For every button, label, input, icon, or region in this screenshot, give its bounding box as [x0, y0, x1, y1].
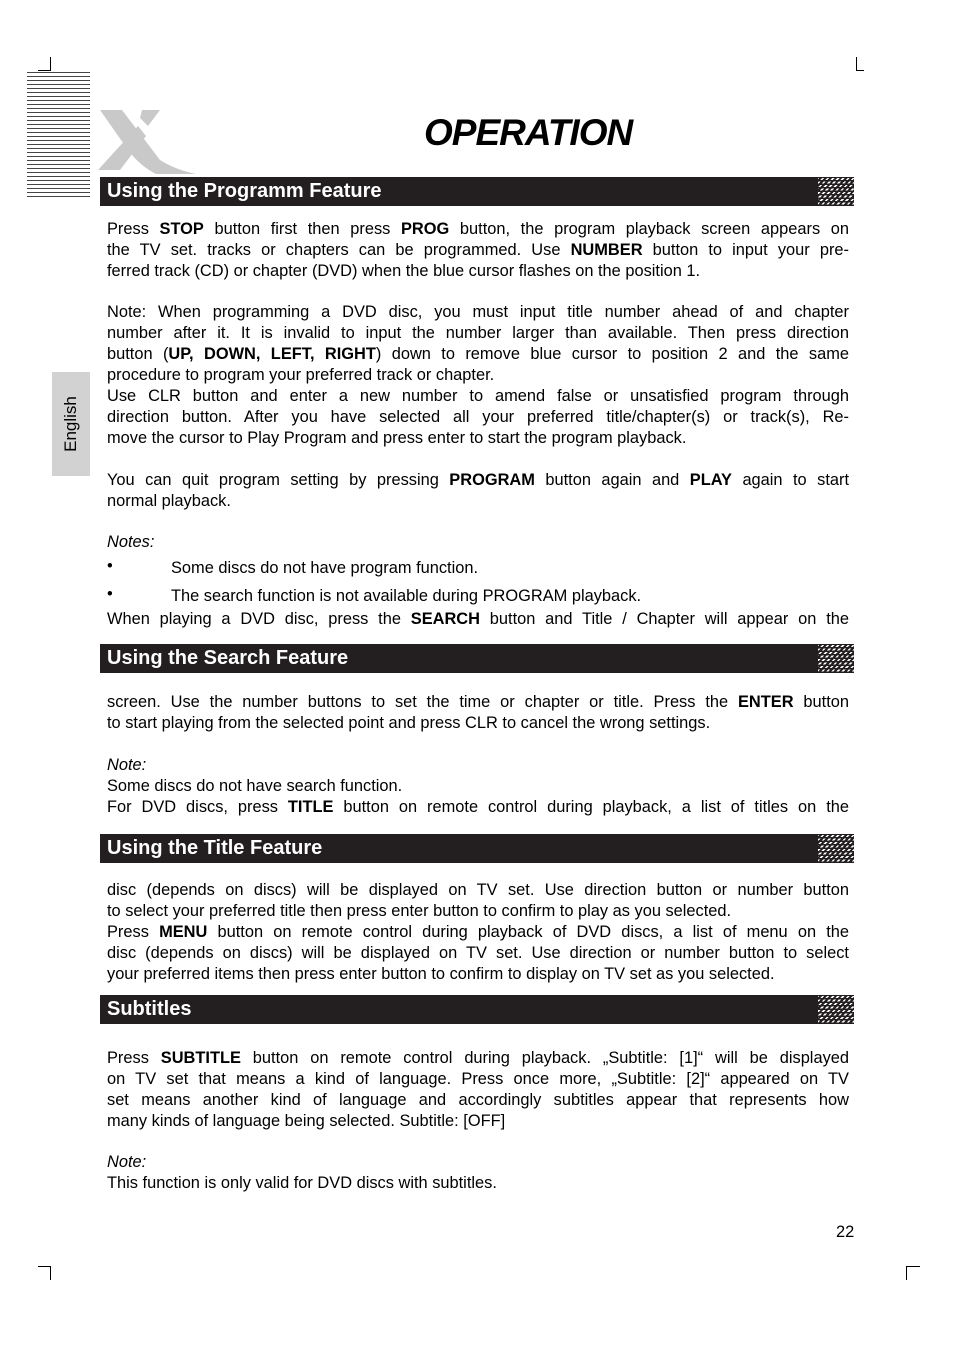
- search-note: Some discs do not have search function.: [107, 777, 403, 795]
- subtitles-note: This function is only valid for DVD discs with subtitles.: [107, 1174, 497, 1192]
- paragraph-program-note: Note: When programming a DVD disc, you must input title number ahead of and chapter number after it. It is invalid to input the number larger than available. Then press direction button (UP, DOWN, LEFT, RIGHT) down to remove blue cursor to position 2 and the same procedure to program your preferred track or chapter. Use CLR button and enter a new number to amend false or unsatisfied program through direction button. After you have selected all your preferred title/chapter(s) or track(s), Re- move the cursor to Play Program and press enter to start the program playback.: [107, 303, 849, 447]
- stripe-line: [27, 192, 90, 193]
- stripe-line: [27, 132, 90, 133]
- stripe-line: [27, 160, 90, 161]
- stripe-line: [27, 148, 90, 149]
- crop-mark-top-right-h: [856, 70, 864, 71]
- hatch-pattern: [818, 995, 854, 1024]
- stripe-line: [27, 188, 90, 189]
- stripe-line: [27, 172, 90, 173]
- paragraph-title: disc (depends on discs) will be displayed on TV set. Use direction button or number button to select your preferred title then press enter button to confirm to play as you selected. Press MENU button on remote control during playback of DVD discs, a list of menu on the disc (depends on discs) will be displayed on TV set. Use direction or number button to select your preferred items then press enter button to confirm to display on TV set as you selected.: [107, 881, 850, 983]
- page-title: OPERATION: [424, 112, 633, 153]
- stripe-line: [27, 112, 90, 113]
- stripe-line: [27, 184, 90, 185]
- stripe-line: [27, 180, 90, 181]
- stripe-line: [27, 168, 90, 169]
- stripe-line: [27, 84, 90, 85]
- section-heading-title: [100, 834, 854, 863]
- section-heading-label: Subtitles: [107, 998, 192, 1020]
- note-bullet-1: Some discs do not have program function.: [171, 559, 479, 577]
- stripe-line: [27, 128, 90, 129]
- stripe-line: [27, 72, 90, 73]
- section-heading-label: Using the Programm Feature: [107, 180, 382, 202]
- hatch-pattern: [818, 177, 854, 206]
- stripe-line: [27, 116, 90, 117]
- paragraph-program-intro: Press STOP button first then press PROG button, the program playback screen appears on the TV set. tracks or chapters can be programmed. Use NUMBER button to input your pre- ferred track (CD) or chapter (DVD) when the blue cursor flashes on the position 1.: [107, 220, 849, 280]
- hatch-pattern: [818, 644, 854, 673]
- language-tab: [52, 372, 90, 476]
- bullet-icon: •: [107, 585, 113, 603]
- crop-mark-bottom-right: [906, 1266, 920, 1267]
- paragraph-search: screen. Use the number buttons to set the time or chapter or title. Press the ENTER button to start playing from the selected point and press CLR to cancel the wrong settings.: [107, 693, 849, 732]
- stripe-line: [27, 176, 90, 177]
- stripe-line: [27, 104, 90, 105]
- stripe-line: [27, 76, 90, 77]
- stripe-line: [27, 80, 90, 81]
- section-heading-search: [100, 644, 854, 673]
- section-heading-program: [100, 177, 854, 206]
- stripe-line: [27, 196, 90, 197]
- note-label: Note:: [107, 1153, 147, 1171]
- stripe-line: [27, 144, 90, 145]
- page-number: 22: [836, 1223, 855, 1241]
- note-bullet-2: The search function is not available during PROGRAM playback.: [171, 587, 642, 605]
- stripe-line: [27, 120, 90, 121]
- stripe-line: [27, 140, 90, 141]
- stripe-line: [27, 108, 90, 109]
- bullet-icon: •: [107, 557, 113, 575]
- stripe-line: [27, 92, 90, 93]
- crop-mark-top-left-h: [38, 70, 51, 71]
- stripe-line: [27, 96, 90, 97]
- paragraph-search-lead: When playing a DVD disc, press the SEARCH button and Title / Chapter will appear on the: [107, 610, 849, 628]
- decorative-stripes: [27, 72, 90, 200]
- stripe-line: [27, 124, 90, 125]
- notes-label: Notes:: [107, 533, 155, 551]
- paragraph-program-quit: You can quit program setting by pressing PROGRAM button again and PLAY again to start normal playback.: [107, 471, 850, 510]
- stripe-line: [27, 136, 90, 137]
- stripe-line: [27, 88, 90, 89]
- crop-mark-top-left: [50, 57, 51, 71]
- crop-mark-bottom-right-v: [906, 1266, 907, 1280]
- language-tab-label: English: [61, 396, 80, 452]
- stripe-line: [27, 164, 90, 165]
- crop-mark-bottom-left-v: [50, 1266, 51, 1280]
- stripe-line: [27, 156, 90, 157]
- stripe-line: [27, 152, 90, 153]
- brand-x-logo-icon: [96, 108, 200, 176]
- paragraph-subtitles: Press SUBTITLE button on remote control during playback. „Subtitle: [1]“ will be displayed on TV set that means a kind of language. Press once more, „Subtitle: [2]“ appeared on TV set means another kind of language and accordingly subtitles appear that represents how many kinds of language being selected. Subtitle: [OFF]: [107, 1049, 849, 1130]
- stripe-line: [27, 100, 90, 101]
- section-heading-label: Using the Title Feature: [107, 837, 323, 859]
- section-heading-subtitles: [100, 995, 854, 1024]
- note-label: Note:: [107, 756, 147, 774]
- paragraph-title-lead: For DVD discs, press TITLE button on remote control during playback, a list of titles on the: [107, 798, 849, 816]
- section-heading-label: Using the Search Feature: [107, 647, 349, 669]
- hatch-pattern: [818, 834, 854, 863]
- crop-mark-top-right: [856, 57, 857, 71]
